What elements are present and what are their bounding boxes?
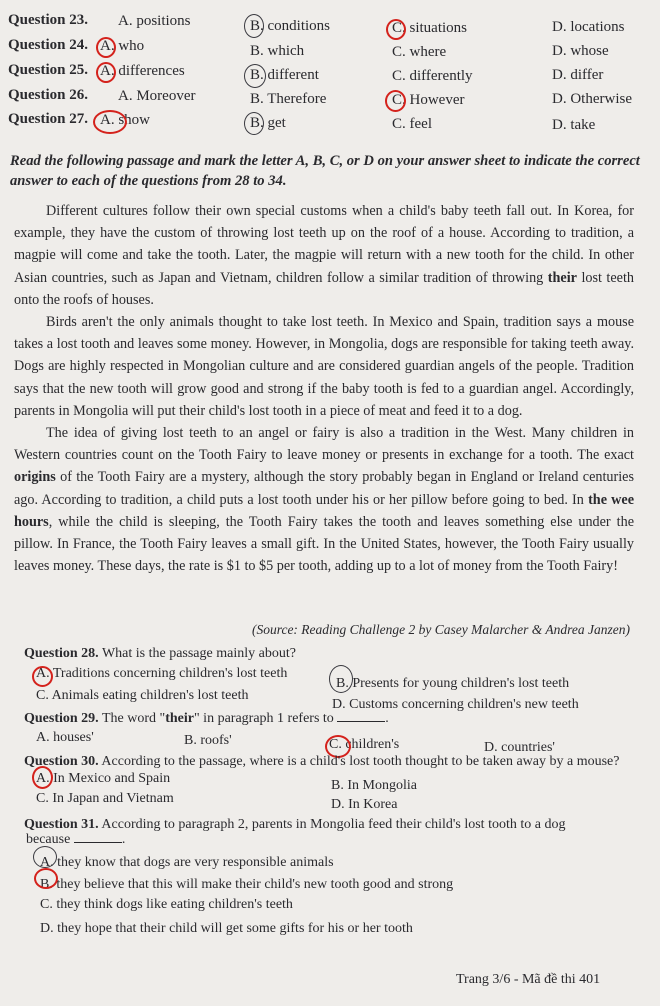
answer-blank xyxy=(74,842,122,843)
q28-answer-circle xyxy=(32,666,53,687)
question-31-continuation: because . xyxy=(26,832,126,847)
q23-pencil-mark xyxy=(244,14,264,38)
q26-option-d[interactable]: D. Otherwise xyxy=(552,91,632,107)
q26-answer-circle xyxy=(385,90,406,112)
q26-option-a[interactable]: A. Moreover xyxy=(118,88,196,104)
q23-option-b[interactable]: B. conditions xyxy=(250,18,331,34)
question-31 xyxy=(24,817,565,833)
q23-option-d[interactable]: D. locations xyxy=(552,19,625,35)
q27-option-a[interactable]: A. show xyxy=(100,112,151,128)
q25-answer-circle xyxy=(96,62,116,83)
question-25-label: Question 25. xyxy=(8,62,89,78)
passage-source: (Source: Reading Challenge 2 by Casey Malarcher & Andrea Janzen) xyxy=(251,622,630,637)
reading-passage xyxy=(14,200,634,577)
q28-option-c[interactable]: C. Animals eating children's lost teeth xyxy=(36,688,249,703)
q24-answer-circle xyxy=(96,37,116,58)
question-23-label: Question 23. xyxy=(8,12,89,28)
q31-option-b[interactable]: B. they believe that this will make their child's new tooth good and strong xyxy=(40,877,454,892)
q24-option-b[interactable]: B. which xyxy=(250,43,305,59)
q23-option-a[interactable]: A. positions xyxy=(118,13,191,29)
question-30-label: Question 30. xyxy=(24,754,99,769)
q31-option-c[interactable]: C. they think dogs like eating children's teeth xyxy=(40,897,293,912)
q28-option-b[interactable]: B. Presents for young children's lost teeth xyxy=(336,676,570,691)
q25-option-a[interactable]: A. differences xyxy=(100,63,185,79)
question-26-label: Question 26. xyxy=(8,87,89,103)
q24-option-a[interactable]: A. who xyxy=(100,38,145,54)
q23-option-c[interactable]: C. situations xyxy=(392,20,468,36)
passage-paragraph-2: Birds aren't the only animals thought to take lost teeth. In Mexico and Spain, tradition says a mouse takes a lost tooth and leaves some money. However, in Mongolia, dogs are responsible for taking teeth away. Dogs are highly respected in Mongolian culture and are considered guardian angels of the people. Tradition says that the new tooth will grow good and strong if the baby tooth is fed to a guardian angel. Accordingly, parents in Mongolia will put their child's lost tooth in a piece of meat and feed it to a dog. xyxy=(14,314,634,419)
q31-option-d[interactable]: D. they hope that their child will get some gifts for his or her tooth xyxy=(40,921,413,936)
q25-option-c[interactable]: C. differently xyxy=(392,68,473,84)
section-instructions: Read the following passage and mark the letter A, B, C, or D on your answer sheet to indicate the correct answer to each of the questions from 28 to 34. xyxy=(10,153,640,189)
q24-option-c[interactable]: C. where xyxy=(392,44,447,60)
page-footer: Trang 3/6 - Mã đề thi 401 xyxy=(456,972,601,987)
q30-answer-circle xyxy=(32,766,53,789)
question-29-label: Question 29. xyxy=(24,711,99,726)
q28-pencil-mark xyxy=(329,665,353,693)
q27-answer-circle xyxy=(93,110,127,134)
q30-option-d[interactable]: D. In Korea xyxy=(331,797,398,812)
q25-option-d[interactable]: D. differ xyxy=(552,67,604,83)
question-30 xyxy=(24,754,619,770)
question-28-label: Question 28. xyxy=(24,646,99,661)
question-31-text: According to paragraph 2, parents in Mongolia feed their child's lost tooth to a dog xyxy=(101,817,566,832)
q27-option-c[interactable]: C. feel xyxy=(392,116,432,132)
q27-option-d[interactable]: D. take xyxy=(552,117,596,133)
q31-option-a[interactable]: A. they know that dogs are very responsible animals xyxy=(40,855,334,870)
answer-blank xyxy=(337,721,385,722)
q30-option-a[interactable]: A. In Mexico and Spain xyxy=(36,771,171,786)
q26-option-b[interactable]: B. Therefore xyxy=(250,91,327,107)
q30-option-c[interactable]: C. In Japan and Vietnam xyxy=(36,791,174,806)
q29-option-b[interactable]: B. roofs' xyxy=(184,733,232,748)
q25-pencil-mark xyxy=(244,64,266,88)
question-24-label: Question 24. xyxy=(8,37,89,53)
q27-pencil-mark xyxy=(244,112,264,135)
q31-pencil-mark xyxy=(33,846,57,868)
q23-answer-circle xyxy=(386,19,406,40)
question-27-label: Question 27. xyxy=(8,111,89,127)
question-28-text: What is the passage mainly about? xyxy=(101,646,296,661)
q29-option-a[interactable]: A. houses' xyxy=(36,730,94,745)
q26-option-c[interactable]: C. However xyxy=(392,92,465,108)
q31-answer-circle xyxy=(34,868,58,889)
q25-option-b[interactable]: B. different xyxy=(250,67,319,83)
passage-paragraph-1: Different cultures follow their own special customs when a child's baby teeth fall out. In Korea, for example, they have the custom of throwing lost teeth up on the roof of a house. According to tradition, a magpie will come and take the tooth. Later, the magpie will return with a new tooth for the child. In other Asian countries, such as Japan and Vietnam, children follow a similar tradition of throwing their lost teeth onto the roofs of houses. xyxy=(14,203,634,308)
question-29-word: their xyxy=(165,711,194,726)
q29-option-d[interactable]: D. countries' xyxy=(484,740,555,755)
q28-option-d[interactable]: D. Customs concerning children's new teeth xyxy=(332,697,579,712)
question-28 xyxy=(24,646,296,662)
question-31-label: Question 31. xyxy=(24,817,99,832)
q29-option-c[interactable]: C. children's xyxy=(329,737,400,752)
passage-paragraph-3: The idea of giving lost teeth to an angel or fairy is also a tradition in the West. Many children in Western countries count on the Tooth Fairy to leave money or presents in exchange for a tooth. The exact origins of the Tooth Fairy are a mystery, although the story probably began in England or Ireland centuries ago. According to tradition, a child puts a lost tooth under his or her pillow before going to bed. In the wee hours, while the child is sleeping, the Tooth Fairy takes the tooth and leaves something else under the pillow. In France, the Tooth Fairy leaves a small gift. In the United States, however, the Tooth Fairy usually leaves money. These days, the rate is $1 to $5 per tooth, adding up to a lot of money from the Tooth Fairy! xyxy=(14,425,635,575)
q27-option-b[interactable]: B. get xyxy=(250,115,286,131)
question-29: Question 29. The word "their" in paragraph 1 refers to . xyxy=(24,711,389,726)
q30-option-b[interactable]: B. In Mongolia xyxy=(331,778,417,793)
q28-option-a[interactable]: A. Traditions concerning children's lost teeth xyxy=(36,666,288,681)
q24-option-d[interactable]: D. whose xyxy=(552,43,609,59)
question-30-text: According to the passage, where is a child's lost tooth thought to be taken away by a mouse? xyxy=(101,754,620,769)
